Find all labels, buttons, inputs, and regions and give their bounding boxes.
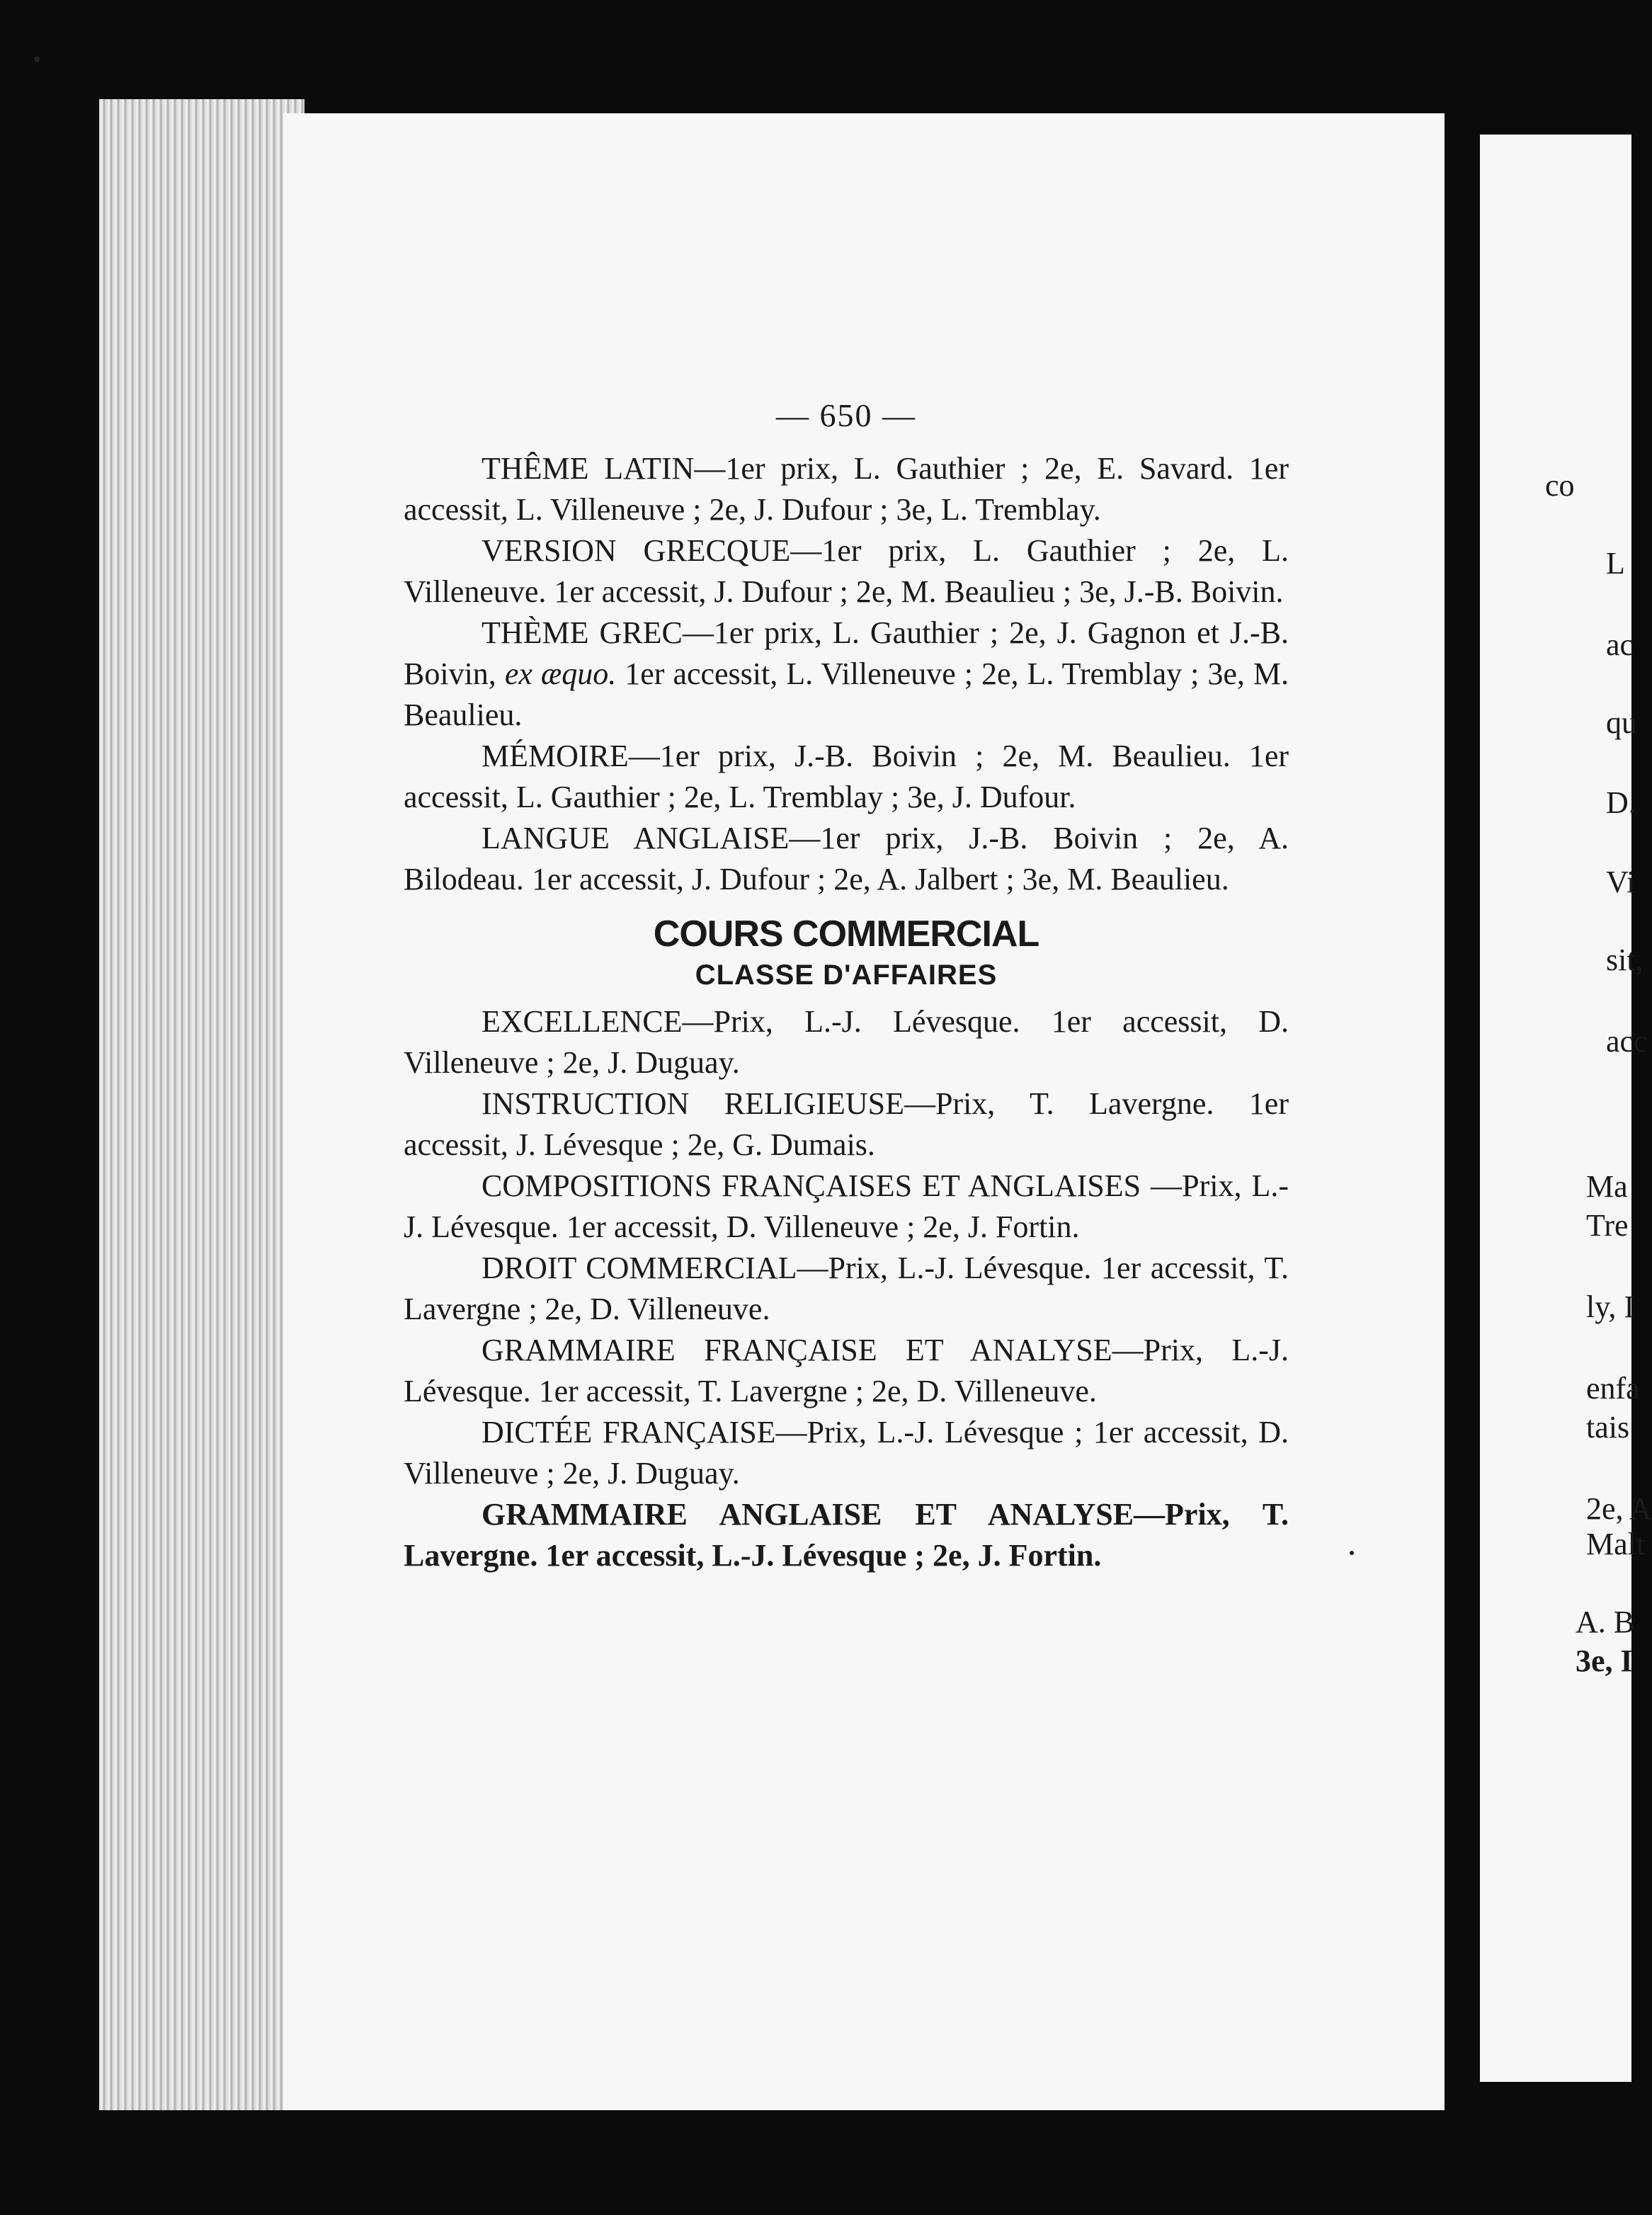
right-fragment: Malt	[1586, 1527, 1646, 1561]
right-fragment: D.	[1606, 785, 1636, 820]
right-fragment: Ma	[1586, 1169, 1628, 1204]
prize-paragraph: DICTÉE FRANÇAISE—Prix, L.-J. Lévesque ; 1er accessit, D. Villeneuve ; 2e, J. Duguay.	[404, 1415, 1289, 1491]
prize-text: THÈME GREC—1er prix, L. Gauthier ; 2e, J. Gagnon et J.-B. Boivin,	[404, 615, 1289, 691]
right-page	[1480, 135, 1652, 2082]
right-fragment: tais	[1586, 1410, 1630, 1445]
prize-text: 1er accessit, L. Villeneuve ; 2e, L. Tremblay ; 3e, M. Beaulieu.	[404, 656, 1289, 732]
prize-paragraph: LANGUE ANGLAISE—1er prix, J.-B. Boivin ; 2e, A. Bilodeau. 1er accessit, J. Dufour ; 2e, A. Jalbert ; 3e, M. Beaulieu.	[404, 821, 1289, 896]
right-fragment: sit,	[1606, 943, 1644, 977]
book-page-edges	[99, 99, 304, 2110]
section-subtitle: CLASSE D'AFFAIRES	[695, 960, 998, 991]
prize-paragraph: INSTRUCTION RELIGIEUSE—Prix, T. Lavergne. 1er accessit, J. Lévesque ; 2e, G. Dumais.	[404, 1086, 1289, 1162]
right-fragment: qu	[1606, 705, 1637, 740]
scan-speck	[34, 57, 40, 62]
right-fragment: ly, I	[1586, 1289, 1635, 1324]
right-fragment: acc	[1606, 1024, 1648, 1059]
prize-paragraph: VERSION GRECQUE—1er prix, L. Gauthier ; 2e, L. Villeneuve. 1er accessit, J. Dufour ; 2e, M. Beaulieu ; 3e, J.-B. Boivin.	[404, 533, 1289, 609]
prize-paragraph: COMPOSITIONS FRANÇAISES ET ANGLAISES —Prix, L.-J. Lévesque. 1er accessit, D. Villeneuve ; 2e, J. Fortin.	[404, 1168, 1289, 1244]
section-title: COURS COMMERCIAL	[653, 913, 1039, 955]
page-text	[404, 397, 1289, 1576]
right-fragment: Vi	[1606, 865, 1636, 899]
page-number: — 650 —	[776, 397, 916, 433]
right-fragment: 3e, I	[1576, 1644, 1633, 1678]
right-fragment: Tre	[1586, 1208, 1629, 1243]
right-fragment: L	[1606, 546, 1625, 581]
right-fragment: enfa	[1586, 1371, 1640, 1406]
ex-aequo-text: ex æquo.	[504, 656, 617, 691]
right-fragment: ac	[1606, 627, 1634, 662]
right-fragment: A. B	[1576, 1605, 1635, 1639]
right-fragment: co	[1545, 468, 1575, 503]
prize-paragraph: THÊME LATIN—1er prix, L. Gauthier ; 2e, E. Savard. 1er accessit, L. Villeneuve ; 2e, J. Dufour ; 3e, L. Tremblay.	[404, 451, 1289, 527]
prize-paragraph: DROIT COMMERCIAL—Prix, L.-J. Lévesque. 1er accessit, T. Lavergne ; 2e, D. Villeneuve.	[404, 1251, 1289, 1326]
prize-paragraph: MÉMOIRE—1er prix, J.-B. Boivin ; 2e, M. Beaulieu. 1er accessit, L. Gauthier ; 2e, L. Tremblay ; 3e, J. Dufour.	[404, 739, 1289, 814]
right-fragment: 2e, A	[1586, 1491, 1652, 1526]
prize-paragraph: EXCELLENCE—Prix, L.-J. Lévesque. 1er accessit, D. Villeneuve ; 2e, J. Duguay.	[404, 1004, 1289, 1080]
scan-speck	[1350, 1551, 1354, 1555]
prize-paragraph: GRAMMAIRE FRANÇAISE ET ANALYSE—Prix, L.-J. Lévesque. 1er accessit, T. Lavergne ; 2e, D. Villeneuve.	[404, 1333, 1289, 1408]
prize-paragraph: GRAMMAIRE ANGLAISE ET ANALYSE—Prix, T. Lavergne. 1er accessit, L.-J. Lévesque ; 2e, J. Fortin.	[404, 1497, 1289, 1573]
prize-paragraph	[404, 613, 1289, 736]
